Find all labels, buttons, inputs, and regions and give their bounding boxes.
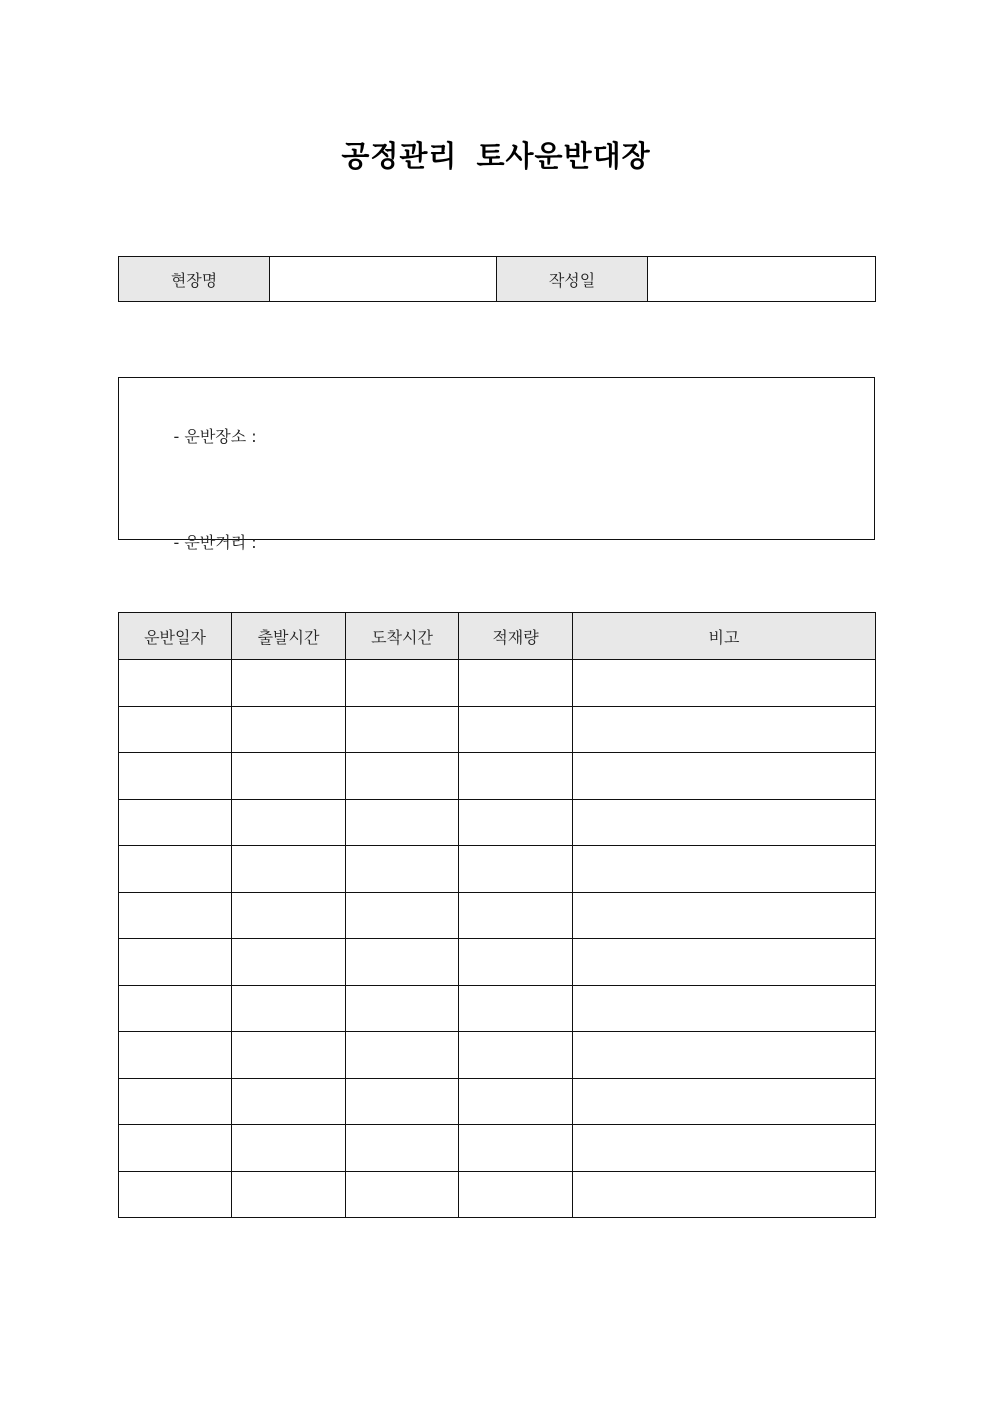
site-info-table [118, 256, 876, 302]
cell-load-amount[interactable] [459, 939, 573, 986]
cell-departure-time[interactable] [232, 706, 346, 753]
transport-details-box [118, 377, 875, 552]
table-row [119, 939, 876, 986]
cell-remarks[interactable] [573, 799, 876, 846]
table-row [119, 753, 876, 800]
table-row [119, 1125, 876, 1172]
cell-transport-date[interactable] [119, 1078, 232, 1125]
cell-transport-date[interactable] [119, 985, 232, 1032]
detail-label: - 운반거리 : [173, 532, 257, 552]
cell-transport-date[interactable] [119, 706, 232, 753]
cell-departure-time[interactable] [232, 846, 346, 893]
table-row [119, 799, 876, 846]
transport-log-table [118, 612, 876, 1218]
cell-arrival-time[interactable] [346, 1032, 459, 1079]
cell-remarks[interactable] [573, 660, 876, 707]
detail-transport-distance[interactable] [143, 503, 257, 609]
table-row [119, 892, 876, 939]
date-field[interactable] [648, 257, 876, 302]
cell-transport-date[interactable] [119, 799, 232, 846]
cell-load-amount[interactable] [459, 892, 573, 939]
date-label: 작성일 [497, 257, 648, 302]
site-info-row [119, 257, 876, 302]
cell-load-amount[interactable] [459, 753, 573, 800]
cell-departure-time[interactable] [232, 753, 346, 800]
cell-transport-date[interactable] [119, 660, 232, 707]
cell-arrival-time[interactable] [346, 706, 459, 753]
cell-arrival-time[interactable] [346, 660, 459, 707]
cell-transport-date[interactable] [119, 1032, 232, 1079]
cell-remarks[interactable] [573, 846, 876, 893]
cell-load-amount[interactable] [459, 799, 573, 846]
cell-transport-date[interactable] [119, 1125, 232, 1172]
cell-departure-time[interactable] [232, 985, 346, 1032]
cell-remarks[interactable] [573, 1125, 876, 1172]
table-row [119, 846, 876, 893]
detail-label: - 운반장소 : [173, 426, 257, 446]
cell-transport-date[interactable] [119, 846, 232, 893]
table-row [119, 1078, 876, 1125]
cell-load-amount[interactable] [459, 1171, 573, 1218]
cell-arrival-time[interactable] [346, 892, 459, 939]
cell-departure-time[interactable] [232, 1171, 346, 1218]
cell-arrival-time[interactable] [346, 1125, 459, 1172]
cell-load-amount[interactable] [459, 660, 573, 707]
cell-remarks[interactable] [573, 1171, 876, 1218]
cell-remarks[interactable] [573, 939, 876, 986]
table-row [119, 660, 876, 707]
document-title: 공정관리 토사운반대장 [341, 139, 651, 173]
cell-remarks[interactable] [573, 1078, 876, 1125]
cell-departure-time[interactable] [232, 1078, 346, 1125]
cell-arrival-time[interactable] [346, 1171, 459, 1218]
site-name-label: 현장명 [119, 257, 270, 302]
cell-remarks[interactable] [573, 753, 876, 800]
cell-load-amount[interactable] [459, 1125, 573, 1172]
log-header-row [119, 613, 876, 660]
cell-transport-date[interactable] [119, 892, 232, 939]
col-header-remarks: 비고 [573, 613, 876, 660]
cell-load-amount[interactable] [459, 985, 573, 1032]
table-row [119, 985, 876, 1032]
cell-departure-time[interactable] [232, 799, 346, 846]
table-row [119, 1171, 876, 1218]
cell-remarks[interactable] [573, 892, 876, 939]
cell-arrival-time[interactable] [346, 753, 459, 800]
table-row [119, 706, 876, 753]
cell-transport-date[interactable] [119, 939, 232, 986]
cell-transport-date[interactable] [119, 753, 232, 800]
cell-remarks[interactable] [573, 985, 876, 1032]
cell-arrival-time[interactable] [346, 846, 459, 893]
cell-departure-time[interactable] [232, 660, 346, 707]
cell-arrival-time[interactable] [346, 985, 459, 1032]
cell-load-amount[interactable] [459, 846, 573, 893]
cell-load-amount[interactable] [459, 1032, 573, 1079]
cell-remarks[interactable] [573, 1032, 876, 1079]
cell-departure-time[interactable] [232, 892, 346, 939]
cell-transport-date[interactable] [119, 1171, 232, 1218]
cell-arrival-time[interactable] [346, 1078, 459, 1125]
detail-transport-location[interactable] [143, 397, 257, 503]
col-header-departure-time: 출발시간 [232, 613, 346, 660]
cell-departure-time[interactable] [232, 1125, 346, 1172]
cell-departure-time[interactable] [232, 939, 346, 986]
col-header-load-amount: 적재량 [459, 613, 573, 660]
col-header-arrival-time: 도착시간 [346, 613, 459, 660]
cell-remarks[interactable] [573, 706, 876, 753]
cell-arrival-time[interactable] [346, 799, 459, 846]
site-name-field[interactable] [270, 257, 497, 302]
table-row [119, 1032, 876, 1079]
cell-load-amount[interactable] [459, 706, 573, 753]
col-header-transport-date: 운반일자 [119, 613, 232, 660]
cell-departure-time[interactable] [232, 1032, 346, 1079]
cell-load-amount[interactable] [459, 1078, 573, 1125]
cell-arrival-time[interactable] [346, 939, 459, 986]
